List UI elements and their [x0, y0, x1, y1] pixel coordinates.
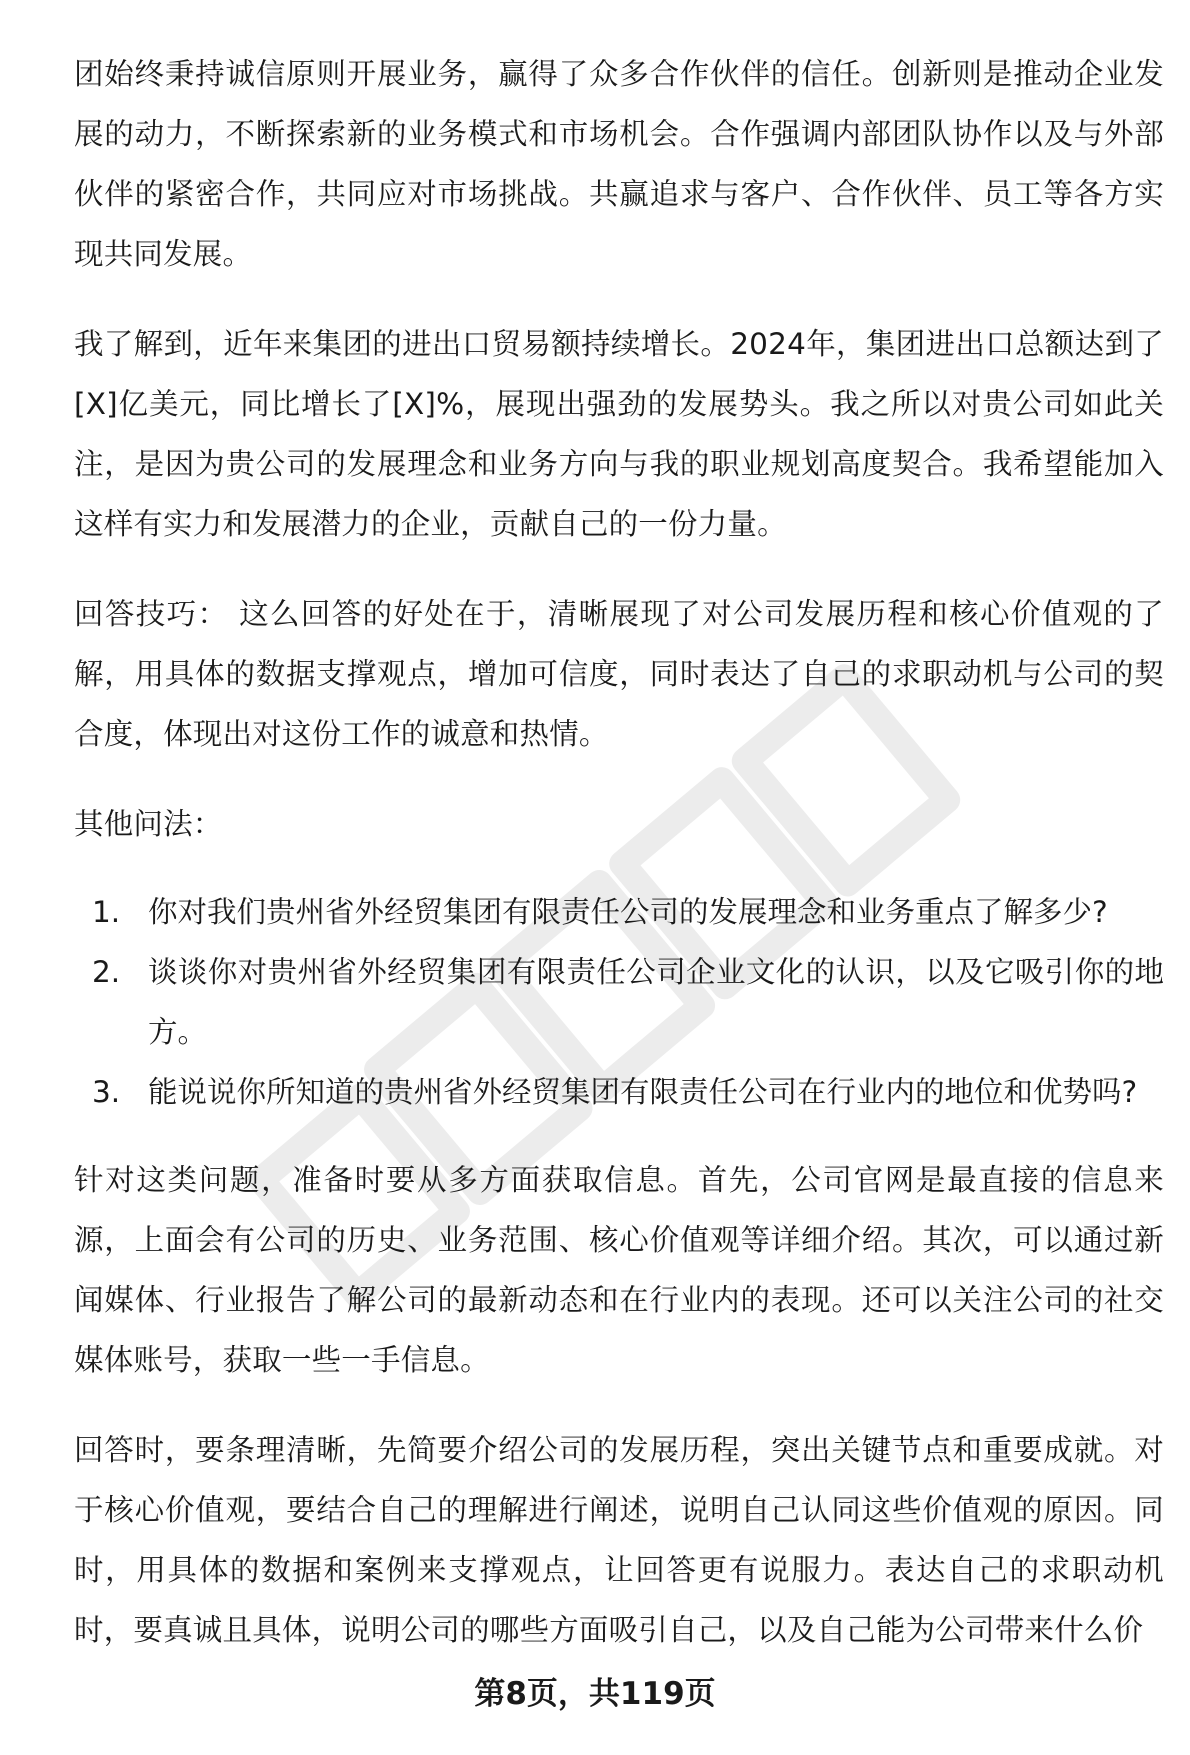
list-item: [74, 1062, 1164, 1122]
list-text: 谈谈你对贵州省外经贸集团有限责任公司企业文化的认识，以及它吸引你的地方。: [148, 955, 1164, 1049]
list-number: 1.: [92, 895, 121, 929]
list-item: [74, 942, 1164, 1062]
other-questions-list: [74, 882, 1164, 1122]
list-item: [74, 882, 1164, 942]
paragraph: 我了解到，近年来集团的进出口贸易额持续增长。2024年，集团进出口总额达到了[X]亿美元，同比增长了[X]%，展现出强劲的发展势头。我之所以对贵公司如此关注，是因为贵公司的发展理念和业务方向与我的职业规划高度契合。我希望能加入这样有实力和发展潜力的企业，贡献自己的一份力量。: [74, 327, 1164, 541]
list-number: 2.: [92, 955, 121, 989]
document-page: [74, 44, 1164, 1660]
list-text: 能说说你所知道的贵州省外经贸集团有限责任公司在行业内的地位和优势吗?: [148, 1075, 1138, 1109]
list-number: 3.: [92, 1075, 121, 1109]
paragraph: 团始终秉持诚信原则开展业务，赢得了众多合作伙伴的信任。创新则是推动企业发展的动力，不断探索新的业务模式和市场机会。合作强调内部团队协作以及与外部伙伴的紧密合作，共同应对市场挑战。共赢追求与客户、合作伙伴、员工等各方实现共同发展。: [74, 57, 1164, 271]
page-footer: 第8页，共119页: [474, 1676, 716, 1712]
paragraph: 回答时，要条理清晰，先简要介绍公司的发展历程，突出关键节点和重要成就。对于核心价值观，要结合自己的理解进行阐述，说明自己认同这些价值观的原因。同时，用具体的数据和案例来支撑观点，让回答更有说服力。表达自己的求职动机时，要真诚且具体，说明公司的哪些方面吸引自己，以及自己能为公司带来什么价: [74, 1433, 1164, 1647]
paragraph: 回答技巧： 这么回答的好处在于，清晰展现了对公司发展历程和核心价值观的了解，用具体的数据支撑观点，增加可信度，同时表达了自己的求职动机与公司的契合度，体现出对这份工作的诚意和热情。: [74, 597, 1164, 751]
section-label: 其他问法：: [74, 807, 223, 841]
list-text: 你对我们贵州省外经贸集团有限责任公司的发展理念和业务重点了解多少?: [148, 895, 1108, 929]
paragraph: 针对这类问题，准备时要从多方面获取信息。首先，公司官网是最直接的信息来源，上面会有公司的历史、业务范围、核心价值观等详细介绍。其次，可以通过新闻媒体、行业报告了解公司的最新动态和在行业内的表现。还可以关注公司的社交媒体账号，获取一些一手信息。: [74, 1163, 1164, 1377]
